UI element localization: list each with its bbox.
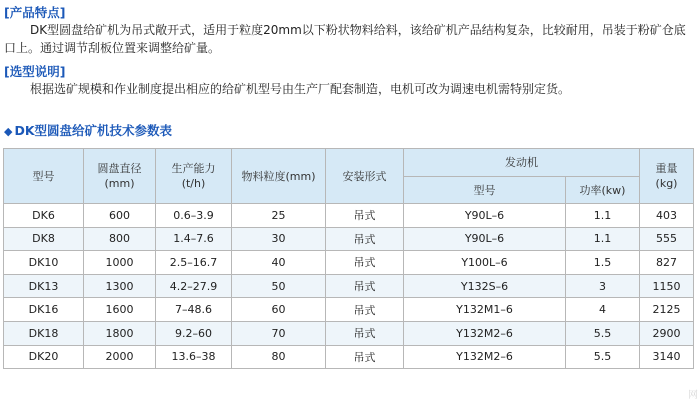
cell-model: DK10: [4, 251, 84, 275]
cell-diameter: 600: [84, 204, 156, 228]
cell-motor-model: Y100L–6: [404, 251, 566, 275]
header-motor-power: 功率(kw): [566, 177, 640, 204]
header-weight: 重量 (kg): [640, 149, 694, 204]
cell-capacity: 1.4–7.6: [156, 227, 232, 251]
cell-granularity: 60: [232, 298, 326, 322]
cell-model: DK16: [4, 298, 84, 322]
diamond-icon: ◆: [4, 125, 13, 138]
cell-model: DK20: [4, 345, 84, 369]
header-granularity: 物料粒度(mm): [232, 149, 326, 204]
cell-model: DK6: [4, 204, 84, 228]
cell-granularity: 40: [232, 251, 326, 275]
cell-weight: 827: [640, 251, 694, 275]
header-model: 型号: [4, 149, 84, 204]
cell-power: 1.1: [566, 227, 640, 251]
cell-granularity: 70: [232, 321, 326, 345]
cell-weight: 2900: [640, 321, 694, 345]
table-row: [4, 345, 694, 369]
cell-weight: 2125: [640, 298, 694, 322]
cell-install: 吊式: [326, 274, 404, 298]
cell-weight: 403: [640, 204, 694, 228]
selection-heading: [选型说明]: [4, 64, 66, 79]
cell-install: 吊式: [326, 204, 404, 228]
cell-granularity: 25: [232, 204, 326, 228]
cell-granularity: 80: [232, 345, 326, 369]
cell-diameter: 1300: [84, 274, 156, 298]
cell-diameter: 1600: [84, 298, 156, 322]
table-title: [4, 121, 172, 139]
cell-power: 4: [566, 298, 640, 322]
table-row: [4, 227, 694, 251]
cell-power: 3: [566, 274, 640, 298]
cell-model: DK8: [4, 227, 84, 251]
header-motor-model: 型号: [404, 177, 566, 204]
cell-diameter: 800: [84, 227, 156, 251]
table-row: [4, 204, 694, 228]
table-row: [4, 298, 694, 322]
table-title-text: DK型圆盘给矿机技术参数表: [14, 123, 173, 138]
cell-install: 吊式: [326, 227, 404, 251]
cell-diameter: 1000: [84, 251, 156, 275]
header-diameter: 圆盘直径 (mm): [84, 149, 156, 204]
cell-diameter: 1800: [84, 321, 156, 345]
cell-weight: 3140: [640, 345, 694, 369]
watermark: 网: [688, 390, 698, 401]
cell-granularity: 50: [232, 274, 326, 298]
cell-motor-model: Y132M2–6: [404, 321, 566, 345]
cell-install: 吊式: [326, 321, 404, 345]
features-text: DK型圆盘给矿机为吊式敞开式，适用于粒度20mm以下粉状物料给料，该给矿机产品结构复杂，比较耐用，吊装于粉矿仓底口上。通过调节刮板位置来调整给矿量。: [4, 23, 686, 55]
cell-power: 5.5: [566, 321, 640, 345]
table-row: [4, 321, 694, 345]
features-heading: [产品特点]: [4, 5, 66, 20]
cell-install: 吊式: [326, 345, 404, 369]
table-row: [4, 251, 694, 275]
header-capacity: 生产能力 (t/h): [156, 149, 232, 204]
cell-diameter: 2000: [84, 345, 156, 369]
cell-model: DK13: [4, 274, 84, 298]
cell-capacity: 4.2–27.9: [156, 274, 232, 298]
cell-motor-model: Y132M2–6: [404, 345, 566, 369]
cell-power: 5.5: [566, 345, 640, 369]
table-row: [4, 274, 694, 298]
cell-weight: 555: [640, 227, 694, 251]
cell-capacity: 13.6–38: [156, 345, 232, 369]
cell-power: 1.5: [566, 251, 640, 275]
selection-text: 根据选矿规模和作业制度提出相应的给矿机型号由生产厂配套制造，电机可改为调速电机需特别定货。: [30, 82, 571, 96]
cell-capacity: 9.2–60: [156, 321, 232, 345]
cell-granularity: 30: [232, 227, 326, 251]
cell-weight: 1150: [640, 274, 694, 298]
cell-motor-model: Y90L–6: [404, 204, 566, 228]
header-install: 安装形式: [326, 149, 404, 204]
cell-capacity: 0.6–3.9: [156, 204, 232, 228]
cell-power: 1.1: [566, 204, 640, 228]
header-motor: 发动机: [404, 149, 640, 177]
selection-paragraph: [4, 80, 694, 98]
cell-motor-model: Y90L–6: [404, 227, 566, 251]
cell-install: 吊式: [326, 298, 404, 322]
cell-install: 吊式: [326, 251, 404, 275]
spec-table: [3, 148, 694, 369]
cell-capacity: 2.5–16.7: [156, 251, 232, 275]
features-paragraph: [4, 21, 694, 57]
cell-model: DK18: [4, 321, 84, 345]
cell-motor-model: Y132S–6: [404, 274, 566, 298]
cell-motor-model: Y132M1–6: [404, 298, 566, 322]
cell-capacity: 7–48.6: [156, 298, 232, 322]
